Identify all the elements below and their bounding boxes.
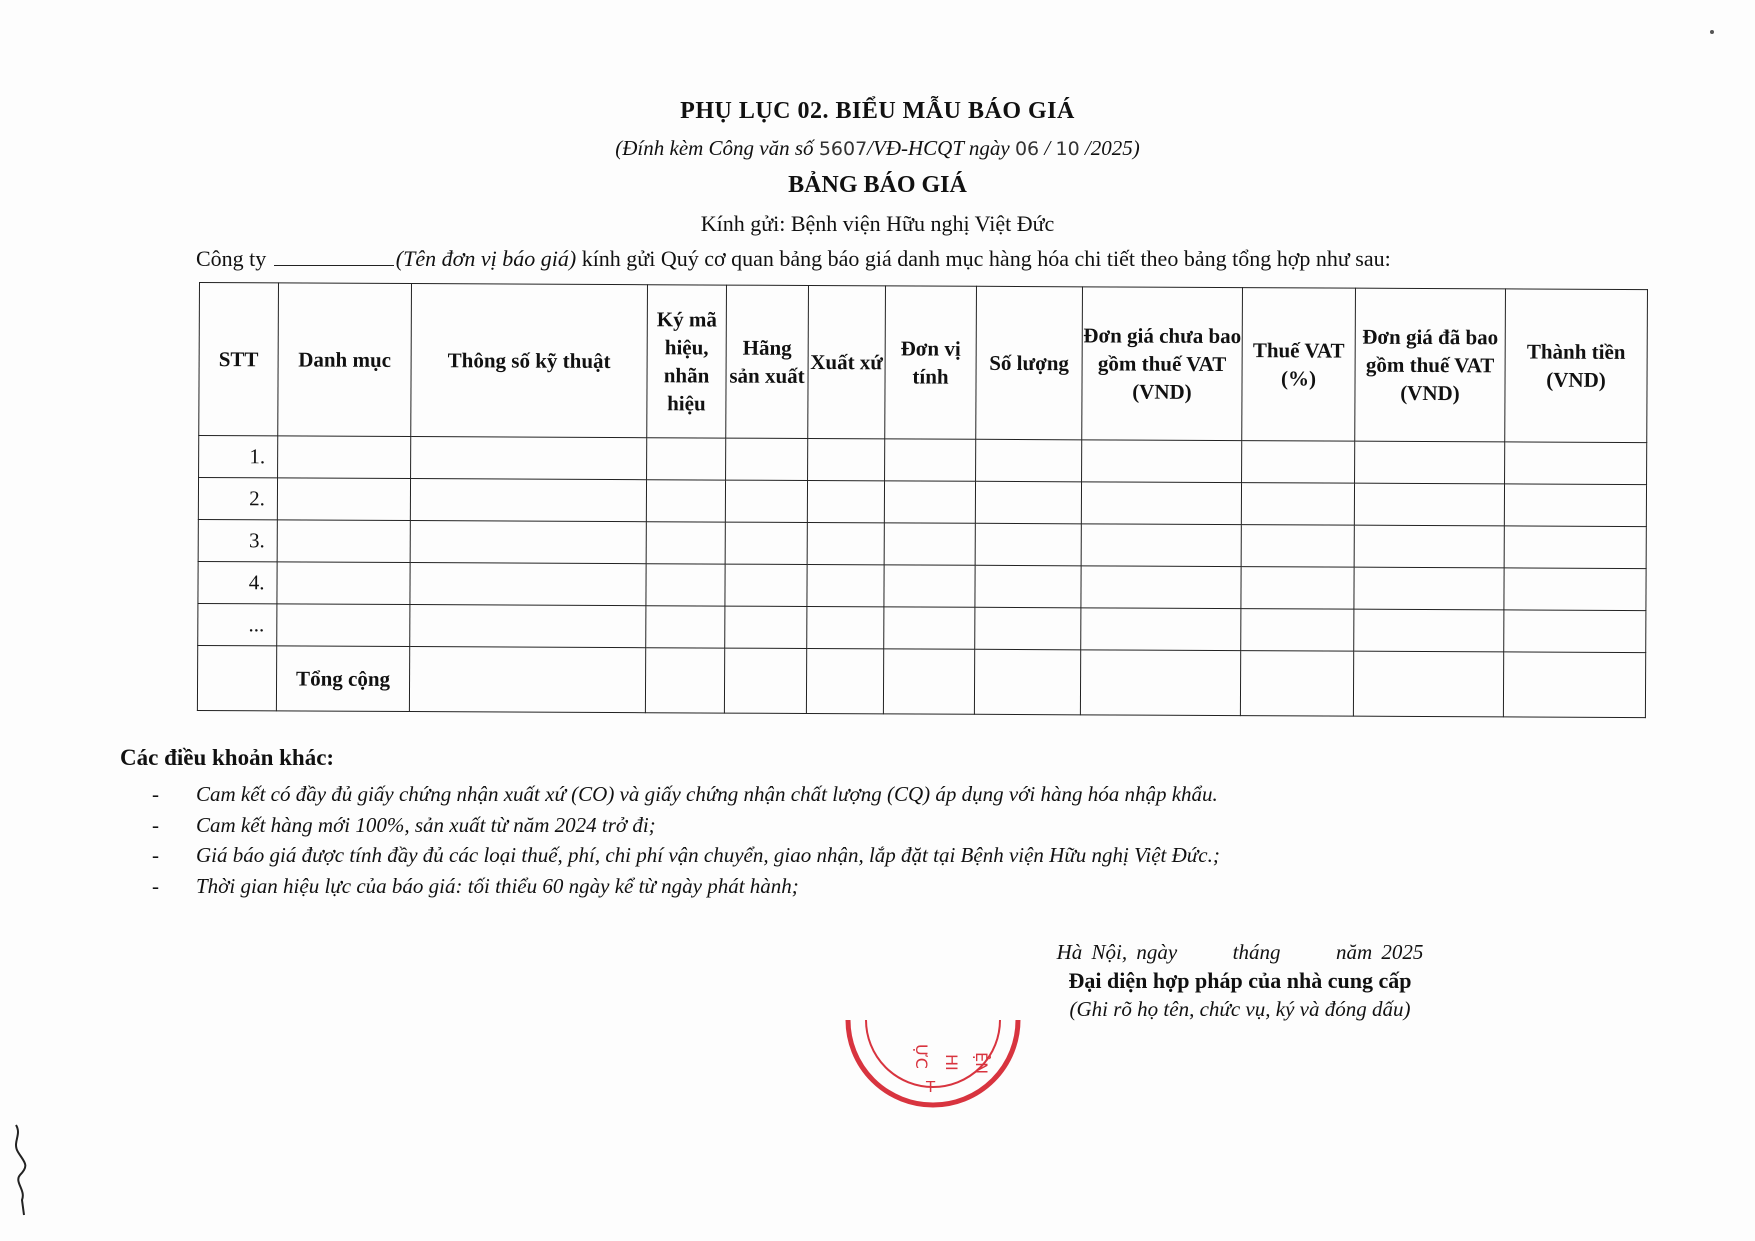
- col-stt: STT: [199, 283, 279, 436]
- table-cell[interactable]: [1504, 568, 1646, 611]
- table-cell[interactable]: [1241, 567, 1354, 610]
- table-cell[interactable]: [1354, 567, 1504, 610]
- list-dash: -: [152, 812, 159, 837]
- table-cell[interactable]: [1504, 484, 1646, 527]
- signature-note: (Ghi rõ họ tên, chức vụ, ký và đóng dấu): [1069, 997, 1411, 1021]
- col-origin: Xuất xứ: [808, 285, 886, 438]
- table-cell[interactable]: [410, 563, 646, 606]
- table-cell[interactable]: [975, 607, 1081, 650]
- col-unit-price-incl-vat: Đơn giá đã bao gồm thuế VAT (VND): [1355, 288, 1506, 442]
- row-number: 2.: [198, 478, 277, 520]
- table-cell[interactable]: [1241, 525, 1354, 568]
- quote-table: [197, 282, 1648, 718]
- month-handwritten: 10: [1055, 138, 1080, 160]
- table-cell: [197, 645, 276, 710]
- attachment-mid: /VĐ-HCQT ngày: [867, 136, 1015, 160]
- total-label: Tổng cộng: [276, 646, 409, 712]
- table-cell[interactable]: [725, 606, 807, 648]
- table-cell[interactable]: [807, 480, 884, 522]
- table-cell[interactable]: [974, 649, 1080, 715]
- table-cell[interactable]: [646, 564, 725, 606]
- term-text: Thời gian hiệu lực của báo giá: tối thiểu 60 ngày kể từ ngày phát hành;: [196, 873, 799, 898]
- company-name-placeholder: (Tên đơn vị báo giá): [395, 246, 577, 271]
- date-slash: /: [1039, 136, 1056, 160]
- col-unit: Đơn vị tính: [885, 286, 977, 439]
- col-unit-price-excl-vat: Đơn giá chưa bao gồm thuế VAT (VND): [1082, 287, 1243, 441]
- col-model: Ký mã hiệu, nhãn hiệu: [647, 285, 727, 438]
- table-cell[interactable]: [647, 438, 726, 480]
- table-cell[interactable]: [807, 564, 884, 606]
- table-cell[interactable]: [724, 648, 806, 713]
- table-cell[interactable]: [1505, 442, 1647, 485]
- table-cell[interactable]: [1242, 441, 1355, 484]
- attachment-suffix: /2025): [1079, 136, 1140, 160]
- table-cell[interactable]: [410, 605, 646, 648]
- signature-title: Đại diện hợp pháp của nhà cung cấp: [1068, 968, 1412, 993]
- intro-line: [196, 246, 1391, 272]
- table-cell[interactable]: [1080, 650, 1240, 716]
- row-number: 4.: [198, 561, 277, 603]
- doc-number-handwritten: 5607: [818, 138, 868, 160]
- table-cell[interactable]: [409, 647, 645, 713]
- table-cell[interactable]: [725, 480, 807, 522]
- table-cell[interactable]: [646, 480, 725, 522]
- intro-prefix: Công ty: [196, 246, 267, 271]
- table-cell[interactable]: [807, 606, 884, 648]
- table-cell[interactable]: [1504, 610, 1646, 653]
- day-handwritten: 06: [1014, 138, 1040, 160]
- stamp-text-4: T: [926, 1078, 936, 1096]
- red-stamp-seal: [838, 1012, 1028, 1112]
- table-cell[interactable]: [645, 648, 724, 713]
- table-row: [199, 436, 1647, 485]
- table-cell[interactable]: [885, 439, 976, 481]
- col-category: Danh mục: [278, 283, 412, 437]
- appendix-title: PHỤ LỤC 02. BIỂU MẪU BÁO GIÁ: [680, 98, 1075, 124]
- list-item: [152, 782, 1220, 813]
- row-number: 3.: [198, 519, 277, 561]
- table-cell[interactable]: [1081, 482, 1241, 525]
- col-manufacturer: Hãng sản xuất: [726, 285, 809, 438]
- table-cell[interactable]: [975, 565, 1081, 608]
- table-cell[interactable]: [1081, 524, 1241, 567]
- table-cell[interactable]: [806, 648, 883, 713]
- term-text: Cam kết có đầy đủ giấy chứng nhận xuất xứ (CO) và giấy chứng nhận chất lượng (CQ) áp dụng với hàng hóa nhập khẩu.: [196, 782, 1218, 806]
- table-cell[interactable]: [883, 649, 974, 714]
- table-cell[interactable]: [646, 522, 725, 564]
- table-cell[interactable]: [278, 436, 411, 479]
- list-item: [152, 874, 1220, 905]
- stamp-text-1: ỆN: [972, 1052, 991, 1075]
- company-name-blank[interactable]: [274, 247, 394, 266]
- table-cell[interactable]: [1504, 526, 1646, 569]
- table-cell[interactable]: [410, 521, 646, 564]
- table-cell[interactable]: [1354, 525, 1504, 568]
- term-text: Giá báo giá được tính đầy đủ các loại thuế, phí, chi phí vận chuyển, giao nhận, lắp đặt tại Bệnh viện Hữu nghị Việt Đức.;: [196, 843, 1220, 867]
- table-cell[interactable]: [1503, 652, 1645, 718]
- table-cell[interactable]: [1241, 609, 1354, 652]
- speck-dot: [1710, 30, 1714, 34]
- table-cell[interactable]: [277, 562, 410, 605]
- intro-suffix: kính gửi Quý cơ quan bảng báo giá danh mục hàng hóa chi tiết theo bảng tổng hợp như sau:: [576, 246, 1391, 271]
- table-cell[interactable]: [975, 523, 1081, 566]
- table-row: [198, 561, 1646, 610]
- table-cell[interactable]: [411, 437, 647, 480]
- attachment-reference: [0, 136, 1755, 161]
- table-cell[interactable]: [807, 522, 884, 564]
- table-cell[interactable]: [1081, 566, 1241, 609]
- col-vat-rate: Thuế VAT (%): [1242, 288, 1356, 442]
- table-row: [198, 603, 1646, 652]
- row-number: ...: [198, 603, 277, 645]
- table-cell[interactable]: [726, 438, 808, 480]
- recipient-line: Kính gửi: Bệnh viện Hữu nghị Việt Đức: [700, 211, 1055, 236]
- table-cell[interactable]: [646, 606, 725, 648]
- table-cell[interactable]: [725, 522, 807, 564]
- table-cell[interactable]: [1353, 651, 1503, 717]
- margin-initials-mark: [4, 1120, 44, 1220]
- table-cell[interactable]: [975, 481, 1081, 524]
- table-cell[interactable]: [1355, 441, 1505, 484]
- table-header-row: [199, 283, 1648, 443]
- table-cell[interactable]: [884, 607, 975, 649]
- table-cell[interactable]: [1241, 483, 1354, 526]
- term-text: Cam kết hàng mới 100%, sản xuất từ năm 2024 trở đi;: [196, 812, 656, 837]
- table-row: [198, 519, 1646, 568]
- other-terms-title: Các điều khoản khác:: [120, 745, 335, 770]
- table-cell[interactable]: [1082, 440, 1242, 483]
- stamp-text-2: HI: [942, 1054, 961, 1071]
- total-row: [197, 645, 1645, 717]
- list-dash: -: [152, 782, 159, 806]
- table-cell[interactable]: [277, 604, 410, 647]
- table-cell[interactable]: [1081, 608, 1241, 651]
- table-cell[interactable]: [1240, 651, 1353, 717]
- col-quantity: Số lượng: [976, 286, 1083, 440]
- table-cell[interactable]: [884, 481, 975, 523]
- list-dash: -: [152, 873, 159, 898]
- stamp-text-3: ỰC: [912, 1044, 931, 1069]
- row-number: 1.: [199, 436, 278, 478]
- table-row: [198, 478, 1646, 527]
- table-cell[interactable]: [277, 520, 410, 563]
- table-cell[interactable]: [410, 479, 646, 522]
- table-cell[interactable]: [277, 478, 410, 521]
- list-item: [152, 813, 1220, 844]
- scan-speck: [1706, 26, 1718, 38]
- terms-list: [152, 782, 1220, 904]
- col-amount: Thành tiền (VND): [1505, 289, 1648, 443]
- table-cell[interactable]: [884, 565, 975, 607]
- signature-date-line: Hà Nội, ngày tháng năm 2025: [1056, 940, 1424, 964]
- table-cell[interactable]: [1354, 483, 1504, 526]
- table-cell[interactable]: [725, 564, 807, 606]
- table-cell[interactable]: [808, 438, 885, 480]
- table-cell[interactable]: [976, 439, 1082, 482]
- table-cell[interactable]: [884, 523, 975, 565]
- list-item: [152, 843, 1220, 874]
- col-specs: Thông số kỹ thuật: [411, 284, 648, 438]
- quote-table-title: BẢNG BÁO GIÁ: [788, 172, 967, 198]
- list-dash: -: [152, 843, 159, 867]
- initials-stroke: [16, 1125, 25, 1215]
- attachment-prefix: (Đính kèm Công văn số: [615, 136, 819, 160]
- table-cell[interactable]: [1354, 609, 1504, 652]
